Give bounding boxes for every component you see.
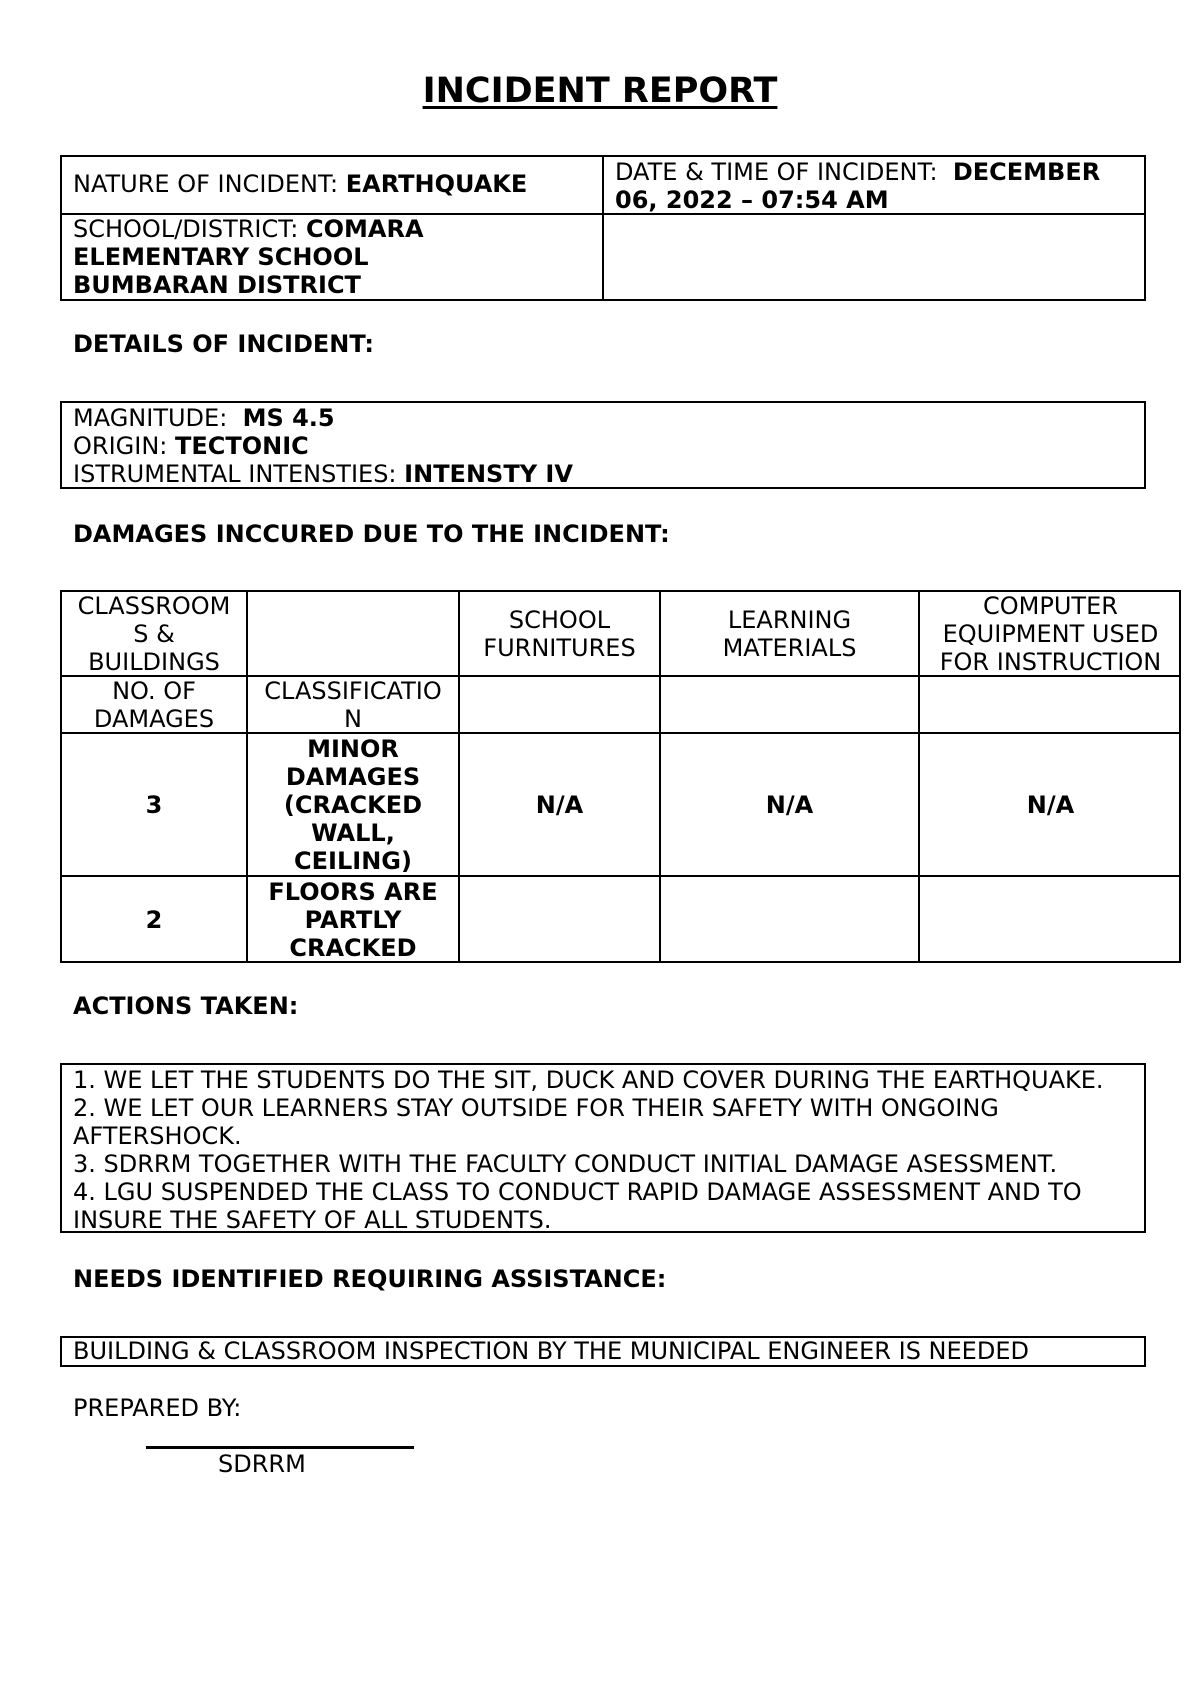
origin-value: TECTONIC [175,432,309,460]
signature-role: SDRRM [218,1450,306,1478]
action-line-3: AFTERSHOCK. [73,1122,242,1150]
header-divider-vertical [602,155,604,301]
needs-value: BUILDING & CLASSROOM INSPECTION BY THE MUNICIPAL ENGINEER IS NEEDED [73,1337,1029,1365]
school-value-line1: COMARA [306,215,424,243]
report-title: INCIDENT REPORT [422,71,778,111]
header-learning-materials: LEARNING MATERIALS [722,605,857,662]
action-line-4: 3. SDRRM TOGETHER WITH THE FACULTY CONDUCT INITIAL DAMAGE ASESSMENT. [73,1150,1058,1178]
header-classrooms-buildings: CLASSROOM S & BUILDINGS [77,591,231,676]
school-label: SCHOOL/DISTRICT: [73,215,299,243]
damages-heading: DAMAGES INCCURED DUE TO THE INCIDENT: [73,520,670,548]
datetime-label: DATE & TIME OF INCIDENT: [615,158,938,186]
school-value-line2: ELEMENTARY SCHOOL [73,243,369,271]
subheader-classification: CLASSIFICATIO N [264,676,442,733]
row1-classification: MINOR DAMAGES (CRACKED WALL, CEILING) [283,734,423,875]
row1-furnitures: N/A [535,790,584,819]
signature-line [146,1446,414,1449]
prepared-by-label: PREPARED BY: [73,1394,242,1422]
actions-heading: ACTIONS TAKEN: [73,992,299,1020]
header-school-furnitures: SCHOOL FURNITURES [483,605,636,662]
header-computer-equipment: COMPUTER EQUIPMENT USED FOR INSTRUCTION [939,591,1162,676]
action-line-2: 2. WE LET OUR LEARNERS STAY OUTSIDE FOR THEIR SAFETY WITH ONGOING [73,1094,999,1122]
intensity-value: INTENSTY IV [404,460,573,488]
magnitude-label: MAGNITUDE: [73,404,228,432]
details-heading: DETAILS OF INCIDENT: [73,330,375,358]
needs-heading: NEEDS IDENTIFIED REQUIRING ASSISTANCE: [73,1265,667,1293]
action-line-1: 1. WE LET THE STUDENTS DO THE SIT, DUCK AND COVER DURING THE EARTHQUAKE. [73,1066,1104,1094]
row1-count: 3 [145,790,163,819]
nature-of-incident-cell [73,170,527,198]
nature-label: NATURE OF INCIDENT: [73,170,339,198]
origin-label: ORIGIN: [73,432,168,460]
datetime-value-line2: 06, 2022 – 07:54 AM [615,186,889,214]
datetime-cell [615,158,1100,214]
row1-computers: N/A [1026,790,1075,819]
magnitude-value: MS 4.5 [242,404,335,432]
school-value-line3: BUMBARAN DISTRICT [73,271,361,299]
row2-classification: FLOORS ARE PARTLY CRACKED [268,878,438,962]
details-content [73,404,573,488]
datetime-value-line1: DECEMBER [952,158,1101,186]
intensity-label: ISTRUMENTAL INTENSTIES: [73,460,397,488]
nature-value: EARTHQUAKE [345,170,528,198]
actions-content [73,1066,1104,1234]
school-district-cell [73,215,424,299]
subheader-no-of-damages: NO. OF DAMAGES [93,676,215,733]
action-line-6: INSURE THE SAFETY OF ALL STUDENTS. [73,1206,552,1234]
action-line-5: 4. LGU SUSPENDED THE CLASS TO CONDUCT RAPID DAMAGE ASSESSMENT AND TO [73,1178,1082,1206]
row1-materials: N/A [765,790,814,819]
row2-count: 2 [145,906,163,934]
